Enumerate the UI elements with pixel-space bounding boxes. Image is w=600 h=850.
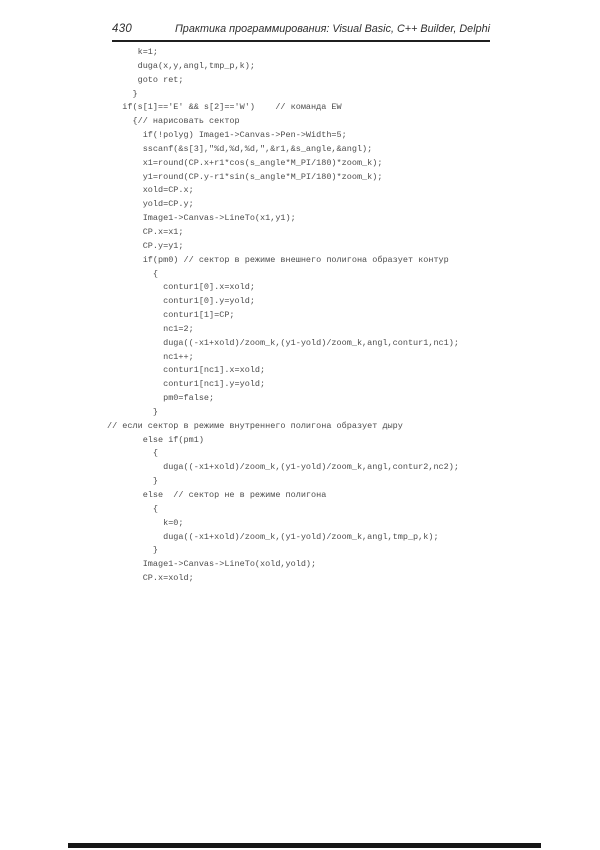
- running-title: Практика программирования: Visual Basic, C++ Builder, Delphi: [174, 23, 490, 35]
- code-line: yold=CP.y;: [107, 199, 194, 210]
- code-line: sscanf(&s[3],"%d,%d,%d,",&r1,&s_angle,&angl);: [107, 143, 373, 154]
- code-line: contur1[nc1].x=xold;: [107, 365, 266, 376]
- code-line: {: [107, 503, 159, 514]
- code-line: Image1->Canvas->LineTo(x1,y1);: [107, 213, 296, 224]
- code-line: }: [107, 88, 138, 99]
- code-line: else // сектор не в режиме полигона: [107, 490, 327, 500]
- code-line: contur1[1]=CP;: [107, 310, 235, 321]
- code-line: if(!polyg) Image1->Canvas->Pen->Width=5;: [107, 130, 347, 141]
- code-line: y1=round(CP.y-r1*sin(s_angle*M_PI/180)*zoom_k);: [107, 171, 383, 182]
- code-line: CP.x=xold;: [107, 573, 194, 584]
- code-line: contur1[0].y=yold;: [107, 296, 255, 307]
- code-line: Image1->Canvas->LineTo(xold,yold);: [107, 559, 317, 570]
- code-line: CP.x=x1;: [107, 226, 184, 237]
- code-line: xold=CP.x;: [107, 185, 194, 196]
- code-line: duga(x,y,angl,tmp_p,k);: [107, 60, 255, 71]
- running-header: [112, 23, 490, 35]
- code-line: duga((-x1+xold)/zoom_k,(y1-yold)/zoom_k,angl,contur2,nc2);: [107, 462, 459, 473]
- code-line: // если сектор в режиме внутреннего полигона образует дыру: [107, 420, 403, 431]
- code-line: contur1[nc1].y=yold;: [107, 379, 266, 390]
- code-line: nc1=2;: [107, 323, 194, 334]
- code-line: {: [107, 448, 159, 459]
- code-line: k=1;: [107, 47, 159, 57]
- code-line: contur1[0].x=xold;: [107, 282, 255, 293]
- code-listing: [107, 46, 459, 586]
- code-line: {: [107, 268, 159, 279]
- code-line: pm0=false;: [107, 393, 215, 404]
- code-line: duga((-x1+xold)/zoom_k,(y1-yold)/zoom_k,angl,contur1,nc1);: [107, 337, 459, 348]
- code-line: duga((-x1+xold)/zoom_k,(y1-yold)/zoom_k,angl,tmp_p,k);: [107, 531, 439, 542]
- code-line: }: [107, 476, 159, 487]
- page-number: 430: [112, 23, 133, 35]
- code-line: k=0;: [107, 517, 184, 528]
- header-rule: [112, 40, 490, 42]
- code-line: CP.y=y1;: [107, 240, 184, 251]
- code-line: else if(pm1): [107, 434, 204, 445]
- code-line: goto ret;: [107, 74, 184, 85]
- code-line: nc1++;: [107, 351, 194, 362]
- code-line: {// нарисовать сектор: [107, 116, 240, 127]
- scan-edge-shadow: [68, 843, 541, 848]
- code-line: if(s[1]=='E' && s[2]=='W') // команда EW: [107, 102, 342, 113]
- code-line: x1=round(CP.x+r1*cos(s_angle*M_PI/180)*zoom_k);: [107, 157, 383, 168]
- code-line: }: [107, 545, 159, 556]
- code-line: if(pm0) // сектор в режиме внешнего полигона образует контур: [107, 254, 449, 265]
- code-line: }: [107, 406, 159, 417]
